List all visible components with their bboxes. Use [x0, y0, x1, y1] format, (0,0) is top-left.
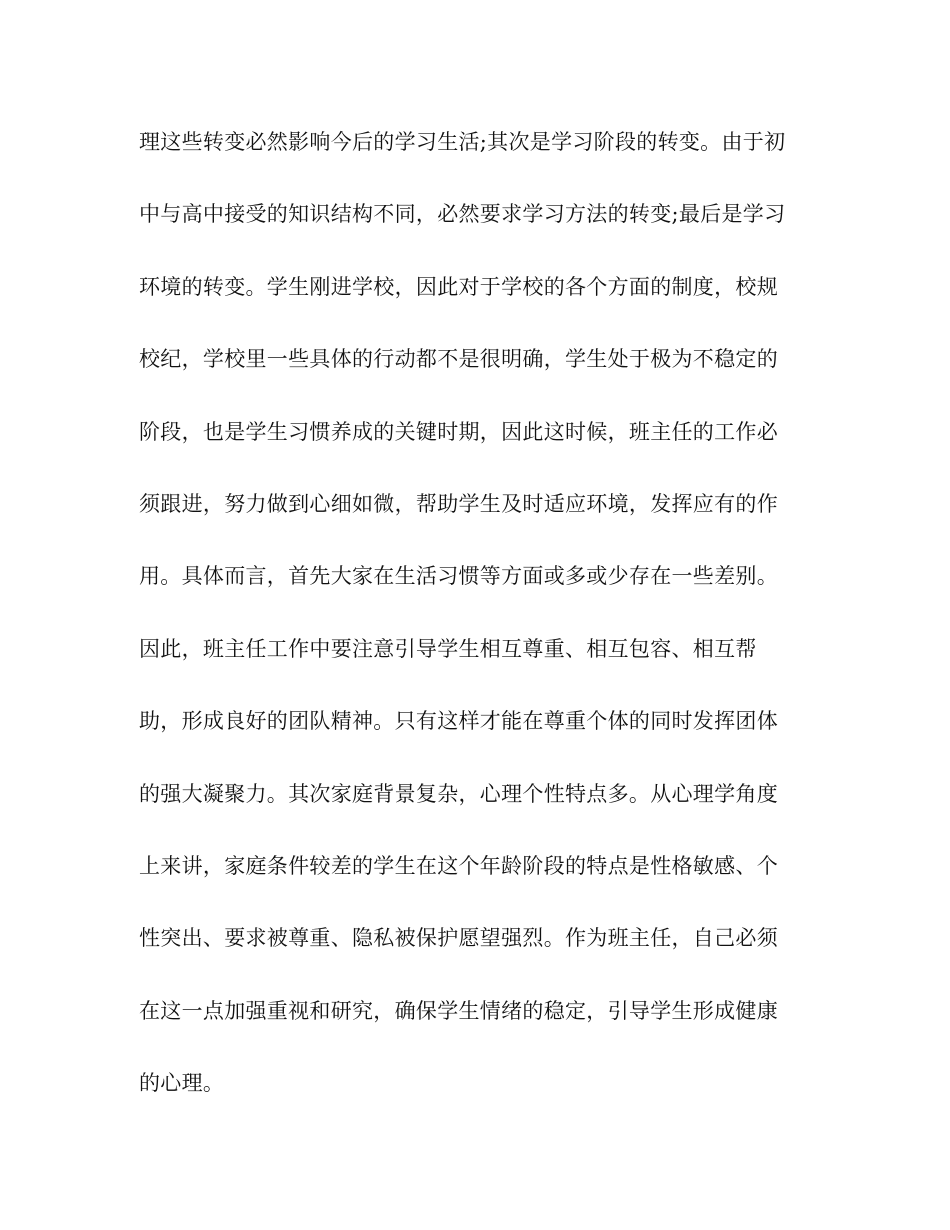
text-line: 中与高中接受的知识结构不同，必然要求学习方法的转变;最后是学习	[139, 202, 786, 227]
text-line: 阶段，也是学生习惯养成的关键时期，因此这时候，班主任的工作必	[139, 419, 778, 444]
body-paragraph	[139, 124, 819, 1137]
text-line: 在这一点加强重视和研究，确保学生情绪的稳定，引导学生形成健康	[139, 998, 778, 1023]
text-line: 须跟进，努力做到心细如微，帮助学生及时适应环境，发挥应有的作	[139, 491, 778, 516]
text-line: 环境的转变。学生刚进学校，因此对于学校的各个方面的制度，校规	[139, 274, 778, 299]
text-line: 性突出、要求被尊重、隐私被保护愿望强烈。作为班主任，自己必须	[139, 926, 778, 951]
text-line: 的强大凝聚力。其次家庭背景复杂，心理个性特点多。从心理学角度	[139, 781, 778, 806]
text-line: 助，形成良好的团队精神。只有这样才能在尊重个体的同时发挥团体	[139, 709, 778, 734]
text-line: 理这些转变必然影响今后的学习生活;其次是学习阶段的转变。由于初	[139, 130, 786, 154]
text-line: 的心理。	[139, 1071, 225, 1096]
text-line: 上来讲，家庭条件较差的学生在这个年龄阶段的特点是性格敏感、个	[139, 853, 778, 878]
text-line: 校纪，学校里一些具体的行动都不是很明确，学生处于极为不稳定的	[139, 347, 778, 372]
text-line: 用。具体而言，首先大家在生活习惯等方面或多或少存在一些差别。	[139, 564, 778, 589]
text-line: 因此，班主任工作中要注意引导学生相互尊重、相互包容、相互帮	[139, 636, 757, 661]
